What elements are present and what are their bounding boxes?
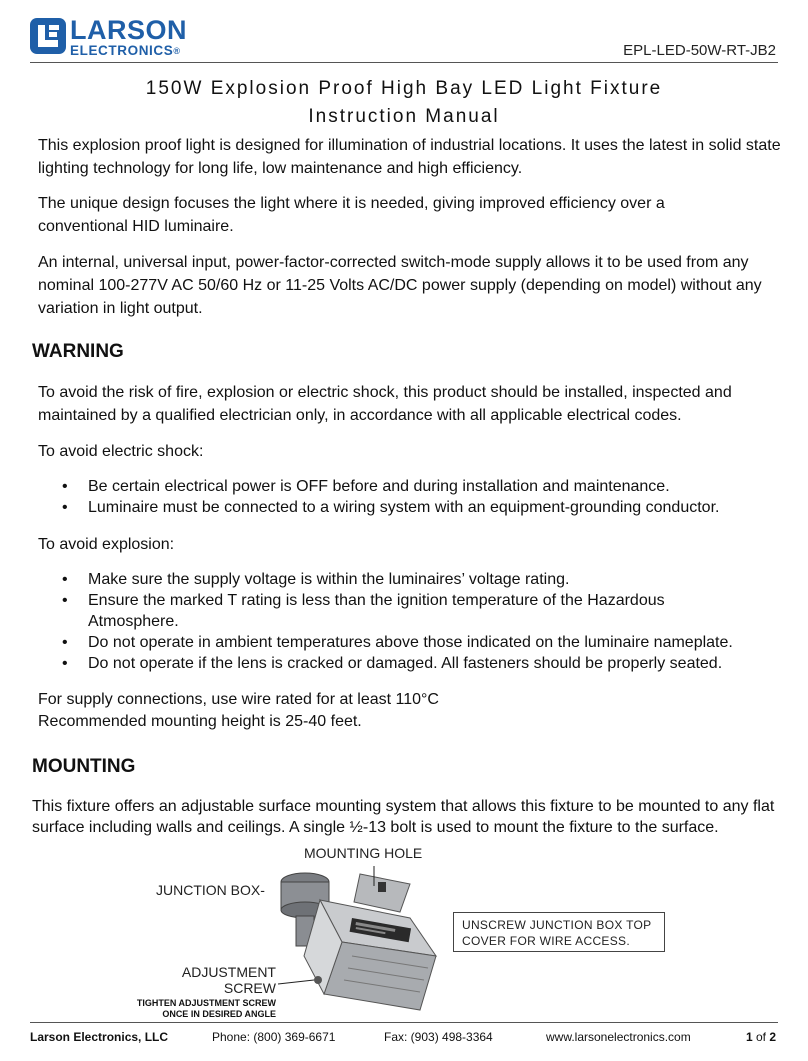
- company-logo: [30, 16, 200, 58]
- label-mounting-hole: MOUNTING HOLE: [304, 845, 423, 861]
- doc-subtitle: Instruction Manual: [308, 106, 500, 127]
- list-item: • Do not operate if the lens is cracked or damaged. All fasteners should be properly seated.: [62, 653, 808, 674]
- shock-intro: To avoid electric shock:: [38, 443, 204, 460]
- fixture-body-icon: [304, 900, 436, 1010]
- supply-connection-note: For supply connections, use wire rated for at least 110°C: [38, 691, 439, 708]
- footer-divider: [30, 1022, 778, 1023]
- footer-phone: Phone: (800) 369-6671: [212, 1030, 336, 1044]
- list-item: • Do not operate in ambient temperatures above those indicated on the luminaire nameplate.: [62, 632, 808, 653]
- label-junction-box: JUNCTION BOX-: [156, 882, 265, 898]
- label-screw: SCREW: [223, 980, 276, 996]
- list-item: • Luminaire must be connected to a wiring system with an equipment-grounding conductor.: [62, 497, 782, 518]
- wire-access-callout: UNSCREW JUNCTION BOX TOP COVER FOR WIRE ACCESS.: [453, 912, 665, 952]
- warning-heading: WARNING: [32, 341, 124, 362]
- label-adjustment: ADJUSTMENT: [181, 964, 276, 980]
- fixture-illustration: [260, 860, 450, 1020]
- list-item: • Be certain electrical power is OFF before and during installation and maintenance.: [62, 476, 782, 497]
- explosion-list: [62, 569, 733, 674]
- logo-mark-icon: [30, 18, 66, 54]
- logo-brand-name: LARSON: [70, 15, 187, 45]
- model-number: EPL-LED-50W-RT-JB2: [623, 42, 776, 59]
- adjustment-screw-icon: [314, 976, 322, 984]
- tighten-note: TIGHTEN ADJUSTMENT SCREW ONCE IN DESIRED ANGLE: [136, 998, 276, 1019]
- doc-title: 150W Explosion Proof High Bay LED Light Fixture: [145, 78, 663, 99]
- intro-paragraph-2: The unique design focuses the light where it is needed, giving improved efficiency over a conventional HID luminaire.: [38, 195, 665, 235]
- list-item: • Make sure the supply voltage is within the luminaires’ voltage rating.: [62, 569, 712, 590]
- explosion-intro: To avoid explosion:: [38, 536, 175, 553]
- logo-brand-sub: ELECTRONICS®: [70, 43, 181, 58]
- shock-list: [62, 476, 782, 518]
- list-item: • Ensure the marked T rating is less than the ignition temperature of the Hazardous Atmosphere.: [62, 590, 712, 632]
- header-divider: [30, 62, 778, 63]
- footer-page-number: 1 of 2: [745, 1030, 776, 1044]
- mounting-heading: MOUNTING: [32, 756, 136, 777]
- intro-paragraph-3: An internal, universal input, power-factor-corrected switch-mode supply allows it to be used from any nominal 100-277V AC 50/60 Hz or 11-25 Volts AC/DC power supply (depending on model) without any variation in light output.: [38, 254, 762, 317]
- intro-paragraph-1: This explosion proof light is designed for illumination of industrial locations. It uses the latest in solid state lighting technology for long life, low maintenance and high efficiency.: [38, 137, 781, 177]
- mounting-height-note: Recommended mounting height is 25-40 feet.: [38, 713, 362, 730]
- footer-fax: Fax: (903) 498-3364: [384, 1030, 493, 1044]
- footer-website[interactable]: www.larsonelectronics.com: [546, 1030, 691, 1044]
- mounting-paragraph: This fixture offers an adjustable surface mounting system that allows this fixture to be mounted to any flat surface including walls and ceilings. A single ½-13 bolt is used to mount the fixture to the surface.: [32, 798, 775, 836]
- footer-company: Larson Electronics, LLC: [30, 1030, 169, 1044]
- mounting-bracket-icon: [354, 874, 410, 912]
- warning-paragraph: To avoid the risk of fire, explosion or electric shock, this product should be installed, inspected and maintained by a qualified electrician only, in accordance with all applicable electrical codes.: [38, 384, 732, 424]
